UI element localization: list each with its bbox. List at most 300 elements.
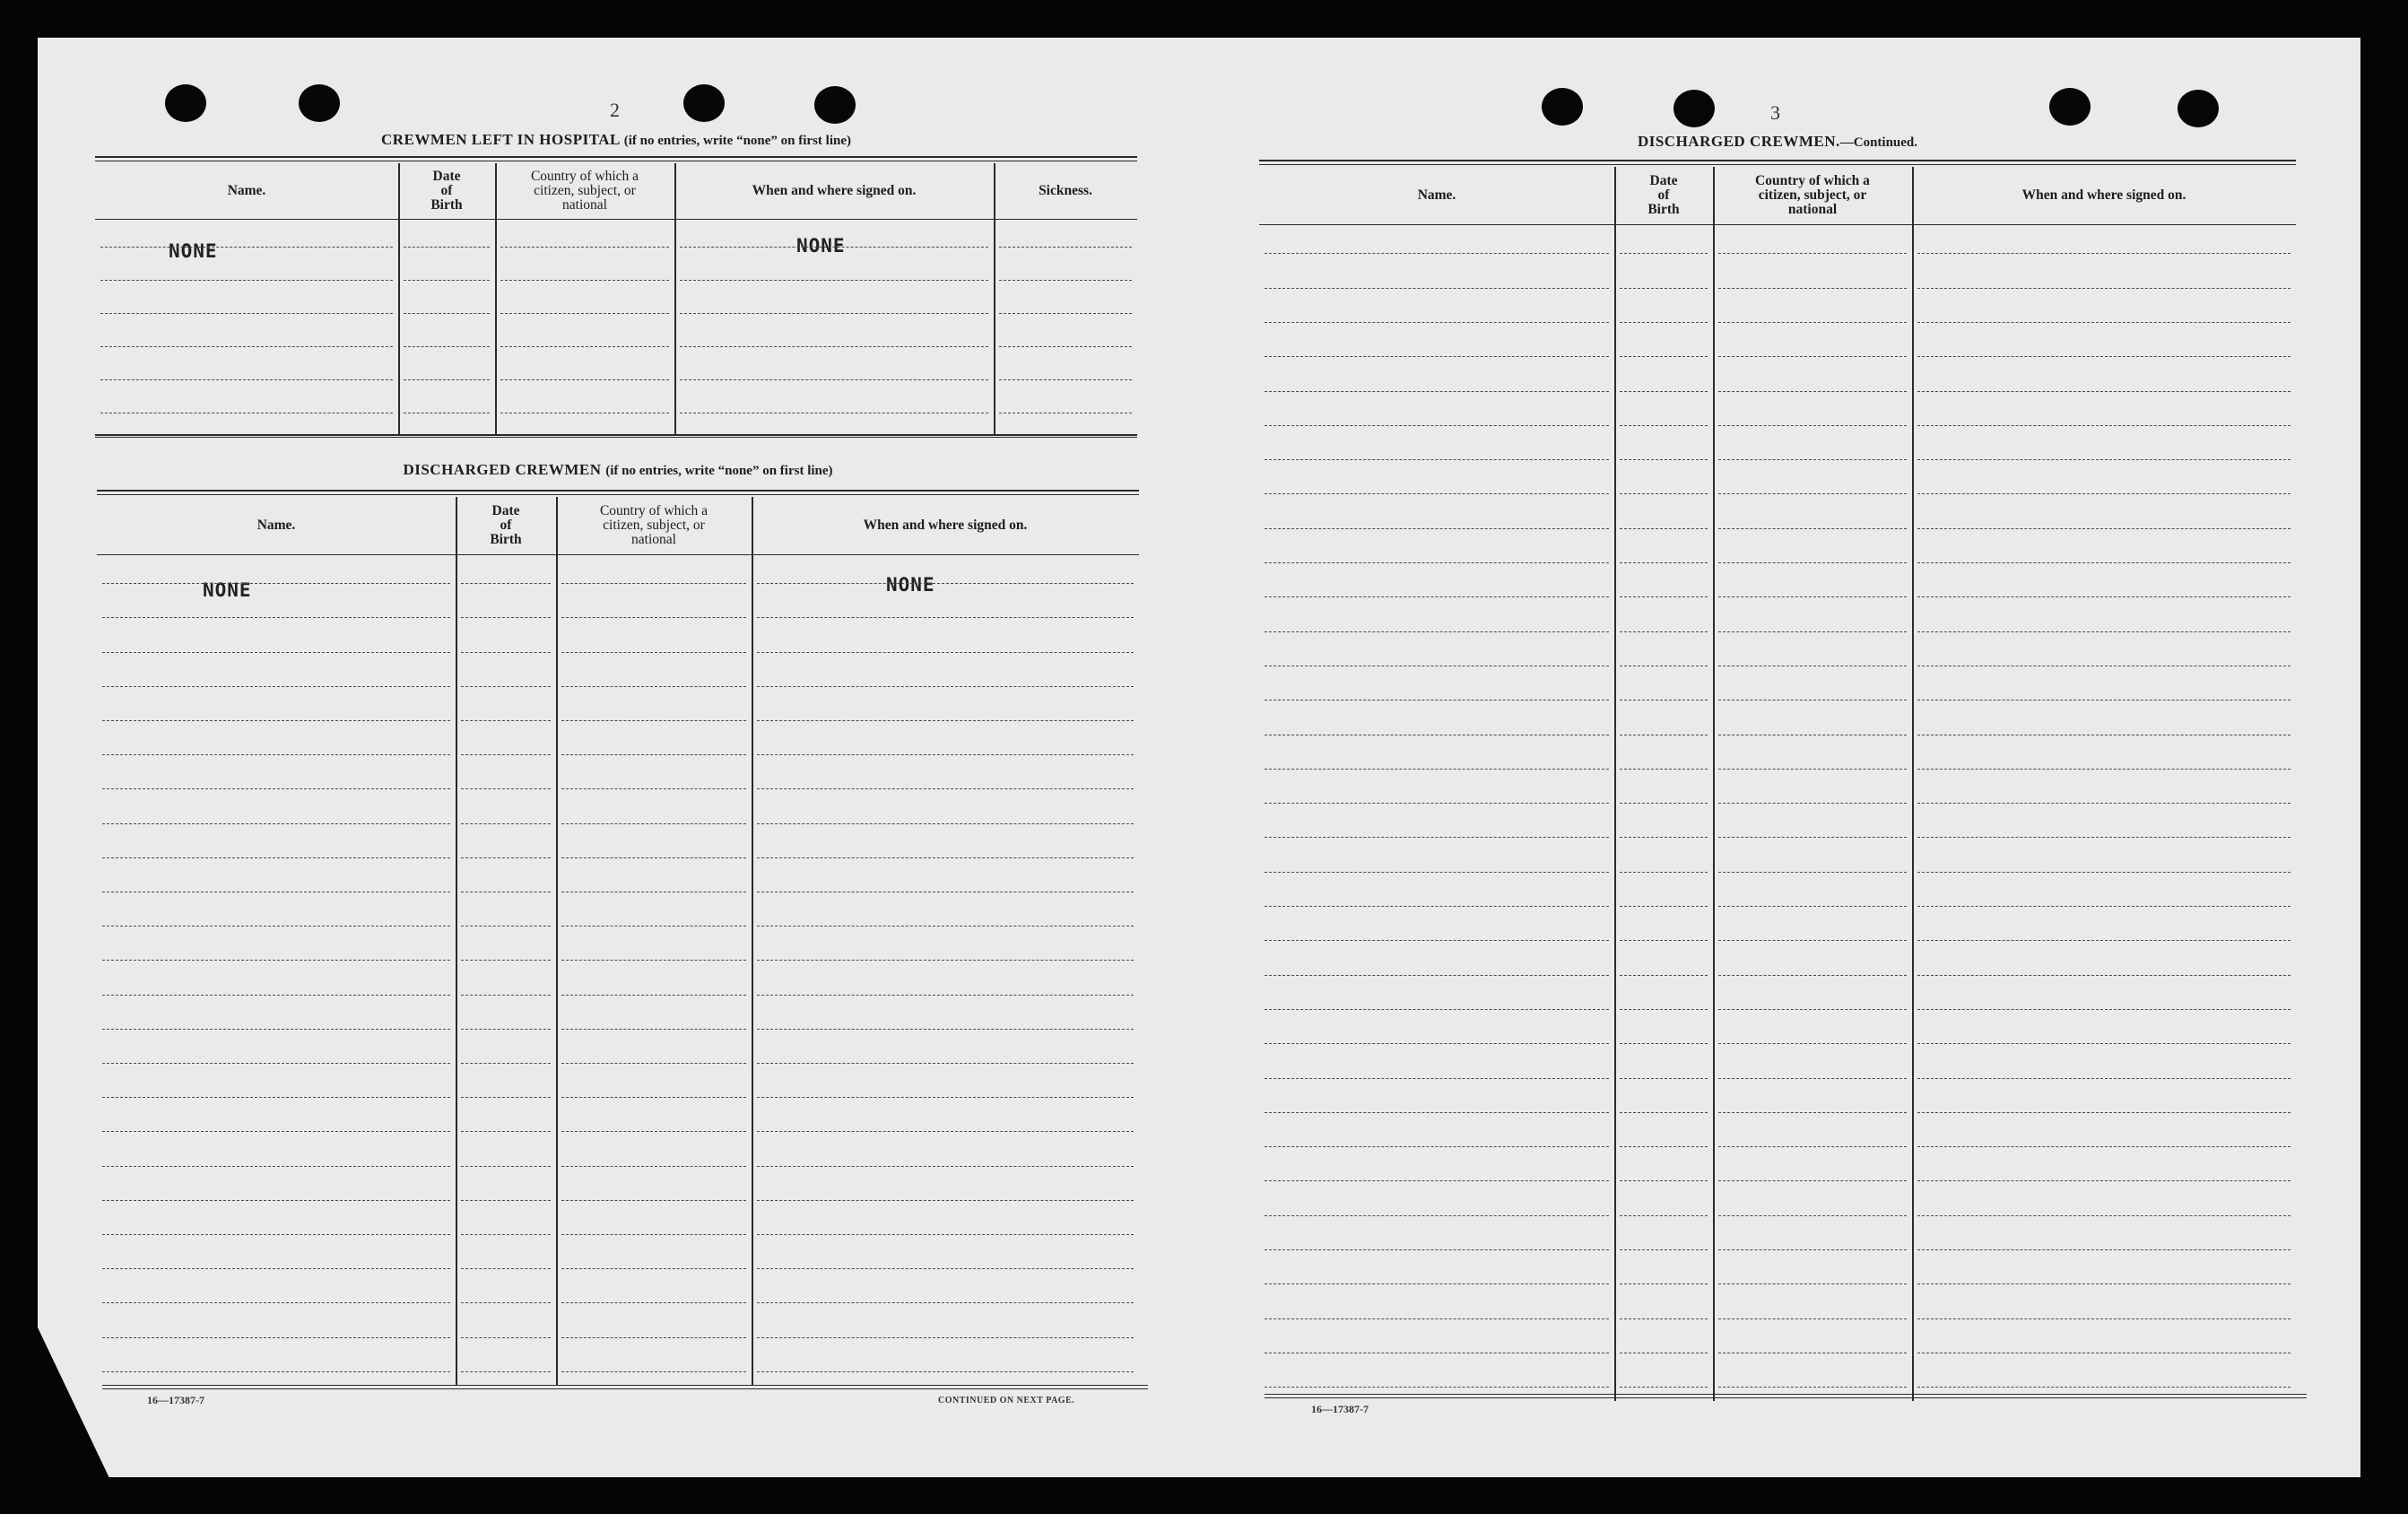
punch-hole (2178, 90, 2219, 127)
writing-line (1917, 1180, 2291, 1181)
column-divider (398, 163, 400, 436)
writing-line (1718, 493, 1907, 494)
stamp-none-name: NONE (169, 240, 218, 262)
writing-line (461, 617, 551, 618)
col-country-header: Country of which a citizen, subject, or national (599, 503, 708, 547)
writing-line (1265, 1387, 1609, 1388)
section-bottom-rule (95, 434, 1137, 438)
writing-line (999, 247, 1132, 248)
punch-hole (2049, 88, 2091, 126)
writing-line (1917, 288, 2291, 289)
hospital-title-note: (if no entries, write “none” on first line) (623, 134, 851, 148)
writing-line (461, 686, 551, 687)
writing-line (757, 1166, 1134, 1167)
writing-line (461, 1337, 551, 1338)
writing-line (1620, 1215, 1708, 1216)
writing-line (102, 823, 450, 824)
writing-line (1265, 425, 1609, 426)
writing-line (1265, 769, 1609, 770)
writing-line (461, 754, 551, 755)
writing-line (1620, 1112, 1708, 1113)
writing-line (1620, 940, 1708, 941)
writing-line (1265, 906, 1609, 907)
writing-line (461, 1268, 551, 1269)
punch-hole (165, 84, 206, 122)
writing-line (1917, 596, 2291, 597)
form-code: 16—17387-7 (1311, 1403, 1369, 1415)
writing-line (1718, 1283, 1907, 1284)
writing-line (757, 1337, 1134, 1338)
col-signed-header: When and where signed on. (863, 518, 1028, 533)
writing-line (561, 823, 746, 824)
writing-line (1265, 1249, 1609, 1250)
writing-line (680, 379, 988, 380)
writing-line (404, 379, 490, 380)
column-divider (495, 163, 497, 436)
writing-line (757, 754, 1134, 755)
writing-line (404, 346, 490, 347)
writing-line (1620, 1180, 1708, 1181)
writing-line (1917, 1043, 2291, 1044)
continued-title-suffix: —Continued. (1839, 135, 1918, 150)
writing-line (757, 1131, 1134, 1132)
writing-line (461, 652, 551, 653)
writing-line (102, 583, 450, 584)
punch-hole (814, 86, 856, 124)
writing-line (1718, 322, 1907, 323)
writing-line (102, 995, 450, 996)
writing-line (561, 652, 746, 653)
column-divider (1614, 167, 1616, 1401)
writing-line (1265, 940, 1609, 941)
writing-line (461, 1063, 551, 1064)
writing-line (757, 1371, 1134, 1372)
writing-line (1718, 837, 1907, 838)
writing-line (1620, 356, 1708, 357)
writing-line (561, 686, 746, 687)
writing-line (1718, 940, 1907, 941)
column-divider (994, 163, 995, 436)
writing-line (757, 960, 1134, 961)
writing-line (1917, 1146, 2291, 1147)
col-country-header: Country of which a citizen, subject, or national (1755, 173, 1870, 217)
writing-line (102, 1131, 450, 1132)
writing-line (1718, 1112, 1907, 1113)
writing-line (757, 1234, 1134, 1235)
writing-line (500, 379, 669, 380)
writing-line (1265, 1318, 1609, 1319)
page-number-left: 2 (610, 99, 620, 121)
writing-line (1917, 1215, 2291, 1216)
writing-line (680, 280, 988, 281)
writing-line (1620, 528, 1708, 529)
writing-line (1917, 528, 2291, 529)
writing-line (1917, 631, 2291, 632)
writing-line (102, 960, 450, 961)
writing-line (999, 379, 1132, 380)
writing-line (757, 823, 1134, 824)
hospital-title (95, 131, 1137, 149)
section-bottom-rule (1265, 1394, 2307, 1398)
writing-line (1718, 1146, 1907, 1147)
writing-line (102, 1337, 450, 1338)
writing-line (1917, 940, 2291, 941)
writing-line (102, 652, 450, 653)
writing-line (1718, 1009, 1907, 1010)
hospital-title-text: CREWMEN LEFT IN HOSPITAL (381, 131, 620, 148)
writing-line (561, 1234, 746, 1235)
writing-line (1265, 288, 1609, 289)
writing-line (757, 720, 1134, 721)
writing-line (461, 960, 551, 961)
column-divider (674, 163, 676, 436)
writing-line (757, 1302, 1134, 1303)
writing-line (1718, 1318, 1907, 1319)
writing-line (102, 1371, 450, 1372)
writing-line (1620, 425, 1708, 426)
writing-line (102, 1166, 450, 1167)
writing-line (1265, 1009, 1609, 1010)
title-double-rule (97, 490, 1139, 495)
writing-line (461, 857, 551, 858)
writing-line (102, 1029, 450, 1030)
writing-line (757, 652, 1134, 653)
writing-line (1265, 596, 1609, 597)
column-divider (1713, 167, 1715, 1401)
writing-line (1265, 253, 1609, 254)
writing-line (461, 788, 551, 789)
writing-line (1917, 1249, 2291, 1250)
writing-line (757, 583, 1134, 584)
writing-line (1718, 288, 1907, 289)
writing-line (1917, 562, 2291, 563)
writing-line (461, 1131, 551, 1132)
writing-line (1620, 459, 1708, 460)
writing-line (1917, 322, 2291, 323)
writing-line (1265, 1043, 1609, 1044)
writing-line (102, 788, 450, 789)
writing-line (102, 857, 450, 858)
writing-line (1265, 493, 1609, 494)
col-signed-header: When and where signed on. (752, 183, 917, 198)
punch-hole (683, 84, 725, 122)
writing-line (757, 926, 1134, 927)
writing-line (757, 686, 1134, 687)
writing-line (404, 247, 490, 248)
writing-line (999, 313, 1132, 314)
writing-line (561, 1097, 746, 1098)
col-sickness-header: Sickness. (1039, 183, 1092, 198)
writing-line (102, 720, 450, 721)
writing-line (1917, 391, 2291, 392)
writing-line (1718, 769, 1907, 770)
writing-line (461, 1097, 551, 1098)
writing-line (500, 247, 669, 248)
writing-line (757, 1268, 1134, 1269)
writing-line (1620, 803, 1708, 804)
discharged-title-note: (if no entries, write “none” on first line) (605, 464, 833, 478)
writing-line (404, 313, 490, 314)
writing-line (561, 1029, 746, 1030)
writing-line (1620, 906, 1708, 907)
col-name-header: Name. (1417, 187, 1456, 203)
writing-line (1718, 906, 1907, 907)
writing-line (461, 1166, 551, 1167)
writing-line (757, 1097, 1134, 1098)
writing-line (461, 1371, 551, 1372)
writing-line (1718, 631, 1907, 632)
writing-line (1265, 1215, 1609, 1216)
writing-line (561, 995, 746, 996)
writing-line (102, 686, 450, 687)
writing-line (1265, 1283, 1609, 1284)
column-divider (1912, 167, 1914, 1401)
writing-line (1620, 1009, 1708, 1010)
writing-line (461, 823, 551, 824)
writing-line (102, 1234, 450, 1235)
writing-line (1620, 769, 1708, 770)
col-name-header: Name. (256, 518, 296, 533)
writing-line (1917, 1112, 2291, 1113)
writing-line (757, 788, 1134, 789)
writing-line (1917, 425, 2291, 426)
writing-line (1265, 391, 1609, 392)
hospital-table (95, 163, 1137, 436)
writing-line (1917, 872, 2291, 873)
writing-line (1265, 322, 1609, 323)
writing-line (1917, 253, 2291, 254)
writing-line (102, 754, 450, 755)
writing-line (500, 280, 669, 281)
writing-line (461, 995, 551, 996)
discharged-table (97, 497, 1139, 1385)
writing-line (1265, 975, 1609, 976)
writing-line (1917, 1387, 2291, 1388)
col-dob-header: Date of Birth (430, 169, 463, 213)
column-divider (456, 497, 457, 1385)
writing-line (1265, 459, 1609, 460)
writing-line (461, 926, 551, 927)
continued-table-header (1259, 167, 2296, 225)
continued-title-text: DISCHARGED CREWMEN. (1637, 133, 1840, 150)
writing-line (1917, 459, 2291, 460)
writing-line (680, 247, 988, 248)
writing-line (461, 583, 551, 584)
writing-line (1718, 803, 1907, 804)
writing-line (500, 346, 669, 347)
writing-line (1620, 253, 1708, 254)
col-country-header: Country of which a citizen, subject, or national (530, 169, 639, 213)
writing-line (102, 1268, 450, 1269)
title-double-rule (1259, 160, 2296, 165)
writing-line (561, 617, 746, 618)
writing-line (461, 1200, 551, 1201)
writing-line (1265, 631, 1609, 632)
writing-line (1718, 596, 1907, 597)
title-double-rule (95, 156, 1137, 161)
writing-line (561, 788, 746, 789)
stamp-none-signed: NONE (796, 235, 846, 257)
writing-line (561, 583, 746, 584)
writing-line (1718, 1249, 1907, 1250)
writing-line (1718, 1078, 1907, 1079)
writing-line (1620, 288, 1708, 289)
writing-line (1718, 253, 1907, 254)
writing-line (1620, 493, 1708, 494)
writing-line (561, 754, 746, 755)
writing-line (1265, 1146, 1609, 1147)
writing-line (102, 926, 450, 927)
writing-line (1265, 528, 1609, 529)
writing-line (561, 720, 746, 721)
writing-line (1917, 493, 2291, 494)
discharged-title (97, 461, 1139, 479)
writing-line (102, 617, 450, 618)
writing-line (1620, 1387, 1708, 1388)
writing-line (100, 346, 393, 347)
writing-line (757, 857, 1134, 858)
writing-line (1620, 1318, 1708, 1319)
writing-line (1917, 837, 2291, 838)
form-code: 16—17387-7 (147, 1394, 204, 1406)
writing-line (102, 1200, 450, 1201)
writing-line (1265, 562, 1609, 563)
writing-line (1620, 1249, 1708, 1250)
writing-line (561, 926, 746, 927)
writing-line (561, 1131, 746, 1132)
writing-line (1265, 803, 1609, 804)
writing-line (1917, 803, 2291, 804)
writing-line (1718, 459, 1907, 460)
writing-line (1265, 1180, 1609, 1181)
punch-hole (1673, 90, 1715, 127)
writing-line (1718, 1387, 1907, 1388)
stamp-none-signed: NONE (886, 574, 935, 596)
writing-line (1620, 391, 1708, 392)
writing-line (561, 1268, 746, 1269)
writing-line (1265, 356, 1609, 357)
continued-title (1259, 133, 2296, 151)
writing-line (1917, 1078, 2291, 1079)
writing-line (999, 280, 1132, 281)
writing-line (100, 379, 393, 380)
writing-line (1265, 1112, 1609, 1113)
hospital-table-header (95, 163, 1137, 220)
punch-hole (1542, 88, 1583, 126)
writing-line (1620, 1283, 1708, 1284)
writing-line (461, 1234, 551, 1235)
writing-line (561, 857, 746, 858)
hospital-section (95, 126, 1137, 448)
col-dob-header: Date of Birth (1647, 173, 1680, 217)
writing-line (100, 247, 393, 248)
writing-line (1917, 906, 2291, 907)
writing-line (102, 1302, 450, 1303)
writing-line (102, 1097, 450, 1098)
writing-line (757, 1063, 1134, 1064)
writing-line (1917, 1318, 2291, 1319)
page-number-right: 3 (1770, 101, 1780, 124)
writing-line (1718, 425, 1907, 426)
writing-line (1620, 1043, 1708, 1044)
writing-line (680, 346, 988, 347)
writing-line (1620, 596, 1708, 597)
col-name-header: Name. (227, 183, 266, 198)
column-divider (752, 497, 753, 1385)
writing-line (1265, 1078, 1609, 1079)
writing-line (100, 313, 393, 314)
writing-line (1917, 1009, 2291, 1010)
continued-table (1259, 167, 2296, 1401)
writing-line (1917, 1283, 2291, 1284)
col-dob-header: Date of Birth (490, 503, 522, 547)
writing-line (461, 720, 551, 721)
punch-hole (299, 84, 340, 122)
writing-line (561, 1166, 746, 1167)
writing-line (757, 1200, 1134, 1201)
writing-line (1620, 872, 1708, 873)
continued-note: CONTINUED ON NEXT PAGE. (938, 1396, 1075, 1405)
writing-line (1718, 528, 1907, 529)
writing-line (1718, 562, 1907, 563)
writing-line (100, 280, 393, 281)
writing-line (561, 1371, 746, 1372)
writing-line (1917, 356, 2291, 357)
writing-line (1718, 1043, 1907, 1044)
writing-line (561, 1200, 746, 1201)
writing-line (1718, 1180, 1907, 1181)
writing-line (561, 1337, 746, 1338)
writing-line (1620, 562, 1708, 563)
writing-line (757, 995, 1134, 996)
discharged-table-header (97, 497, 1139, 555)
writing-line (1620, 1078, 1708, 1079)
writing-line (461, 1302, 551, 1303)
writing-line (680, 313, 988, 314)
writing-line (1265, 837, 1609, 838)
writing-line (1718, 1215, 1907, 1216)
writing-line (1620, 1146, 1708, 1147)
writing-line (404, 280, 490, 281)
col-signed-header: When and where signed on. (2021, 187, 2186, 203)
writing-line (1718, 356, 1907, 357)
writing-line (561, 1063, 746, 1064)
writing-line (1718, 975, 1907, 976)
writing-line (1265, 872, 1609, 873)
writing-line (1917, 975, 2291, 976)
writing-line (757, 1029, 1134, 1030)
writing-line (999, 346, 1132, 347)
writing-line (1620, 837, 1708, 838)
discharged-title-text: DISCHARGED CREWMEN (403, 461, 602, 478)
writing-line (461, 1029, 551, 1030)
writing-line (1917, 769, 2291, 770)
stamp-none-name: NONE (203, 579, 252, 601)
discharged-continued-section (1259, 129, 2296, 1421)
writing-line (1718, 391, 1907, 392)
writing-line (757, 617, 1134, 618)
writing-line (561, 1302, 746, 1303)
column-divider (556, 497, 558, 1385)
writing-line (102, 1063, 450, 1064)
writing-line (561, 960, 746, 961)
section-bottom-rule (102, 1385, 1148, 1389)
writing-line (1620, 631, 1708, 632)
writing-line (500, 313, 669, 314)
writing-line (1620, 322, 1708, 323)
discharged-section (97, 459, 1139, 1410)
writing-line (1718, 872, 1907, 873)
